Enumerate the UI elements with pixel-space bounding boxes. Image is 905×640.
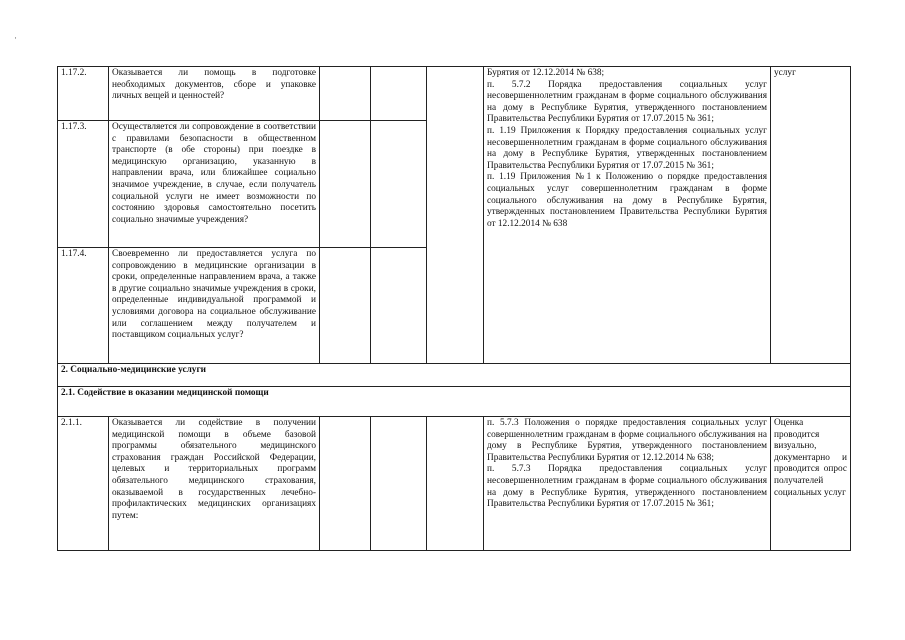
question-cell: Осуществляется ли сопровождение в соответствии с правилами безопасности в общественном транспорте (в обе стороны) при поездке в медицинскую организацию, указанную в направлении врача, или ближайшее социально значимое учреждение, в случае, если получатель социальной услуги не имеет возможности по состоянию здоровья самостоятельно посетить социально значимые учреждения? bbox=[109, 121, 320, 248]
regulation-item: п. 1.19 Приложения №1 к Положению о порядке предоставления социальных услуг совершеннолетним гражданам в форме социального обслуживания на дому в Республике Бурятия, утвержденных постановлением Правительства Республики Бурятия от 12.12.2014 № 638 bbox=[487, 172, 767, 229]
table-row bbox=[58, 417, 851, 551]
table-row bbox=[58, 67, 851, 121]
regulation-item: п. 5.7.3 Порядка предоставления социальных услуг несовершеннолетним гражданам в форме социального обслуживания на дому в Республике Бурятия, утвержденного постановлением Правительства Республики Бурятия от 17.07.2015 № 361; bbox=[487, 464, 767, 510]
section-heading-row bbox=[58, 364, 851, 387]
empty-cell bbox=[371, 417, 427, 551]
regulation-cell bbox=[484, 417, 771, 551]
note-cell: услуг bbox=[771, 67, 851, 364]
regulation-item: п. 5.7.2 Порядка предоставления социальных услуг несовершеннолетним гражданам в форме социального обслуживания на дому в Республике Бурятия, утвержденного постановлением Правительства Республики Бурятия от 17.07.2015 № 361; bbox=[487, 79, 767, 125]
subsection-heading-row bbox=[58, 387, 851, 417]
empty-cell bbox=[427, 67, 484, 364]
row-number: 1.17.2. bbox=[58, 67, 109, 121]
row-number: 1.17.4. bbox=[58, 248, 109, 364]
regulation-cell bbox=[484, 67, 771, 364]
empty-cell bbox=[371, 248, 427, 364]
corner-mark: · bbox=[14, 33, 17, 43]
row-number: 2.1.1. bbox=[58, 417, 109, 551]
empty-cell bbox=[320, 121, 371, 248]
empty-cell bbox=[320, 67, 371, 121]
regulation-item: п. 1.19 Приложения к Порядку предоставления социальных услуг несовершеннолетним гражданам в форме социального обслуживания на дому в Республике Бурятия, утвержденных постановлением Правительства Республики Бурятия от 17.07.2015 № 361; bbox=[487, 125, 767, 171]
question-cell: Оказывается ли содействие в получении медицинской помощи в объеме базовой программы обязательного медицинского страхования граждан Российской Федерации, целевых и территориальных программ обязательного медицинского страхования, оказываемой в государственных лечебно-профилактических медицинских организациях путем: bbox=[109, 417, 320, 551]
empty-cell bbox=[320, 248, 371, 364]
section-heading: 2. Социально-медицинские услуги bbox=[58, 364, 851, 387]
question-cell: Своевременно ли предоставляется услуга по сопровождению в медицинские организации в сроки, определенные направлением врача, а также в другие социально значимые учреждения в сроки, определенные индивидуальной программой и условиями договора на социальное обслуживание или соглашением между получателем и поставщиком социальных услуг? bbox=[109, 248, 320, 364]
checklist-table bbox=[57, 66, 851, 551]
regulation-item: Бурятия от 12.12.2014 № 638; bbox=[487, 68, 605, 78]
question-cell: Оказывается ли помощь в подготовке необходимых документов, сборе и упаковке личных вещей и ценностей? bbox=[109, 67, 320, 121]
row-number: 1.17.3. bbox=[58, 121, 109, 248]
subsection-heading: 2.1. Содействие в оказании медицинской помощи bbox=[58, 387, 851, 417]
empty-cell bbox=[427, 417, 484, 551]
empty-cell bbox=[320, 417, 371, 551]
empty-cell bbox=[371, 121, 427, 248]
regulation-item: п. 5.7.3 Положения о порядке предоставления социальных услуг совершеннолетним гражданам в форме социального обслуживания на дому в Республике Бурятия, утвержденного постановлением Правительства Республики Бурятия от 12.12.2014 № 638; bbox=[487, 418, 767, 463]
empty-cell bbox=[371, 67, 427, 121]
note-cell: Оценка проводится визуально, документарно и проводится опрос получателей социальных услуг bbox=[771, 417, 851, 551]
